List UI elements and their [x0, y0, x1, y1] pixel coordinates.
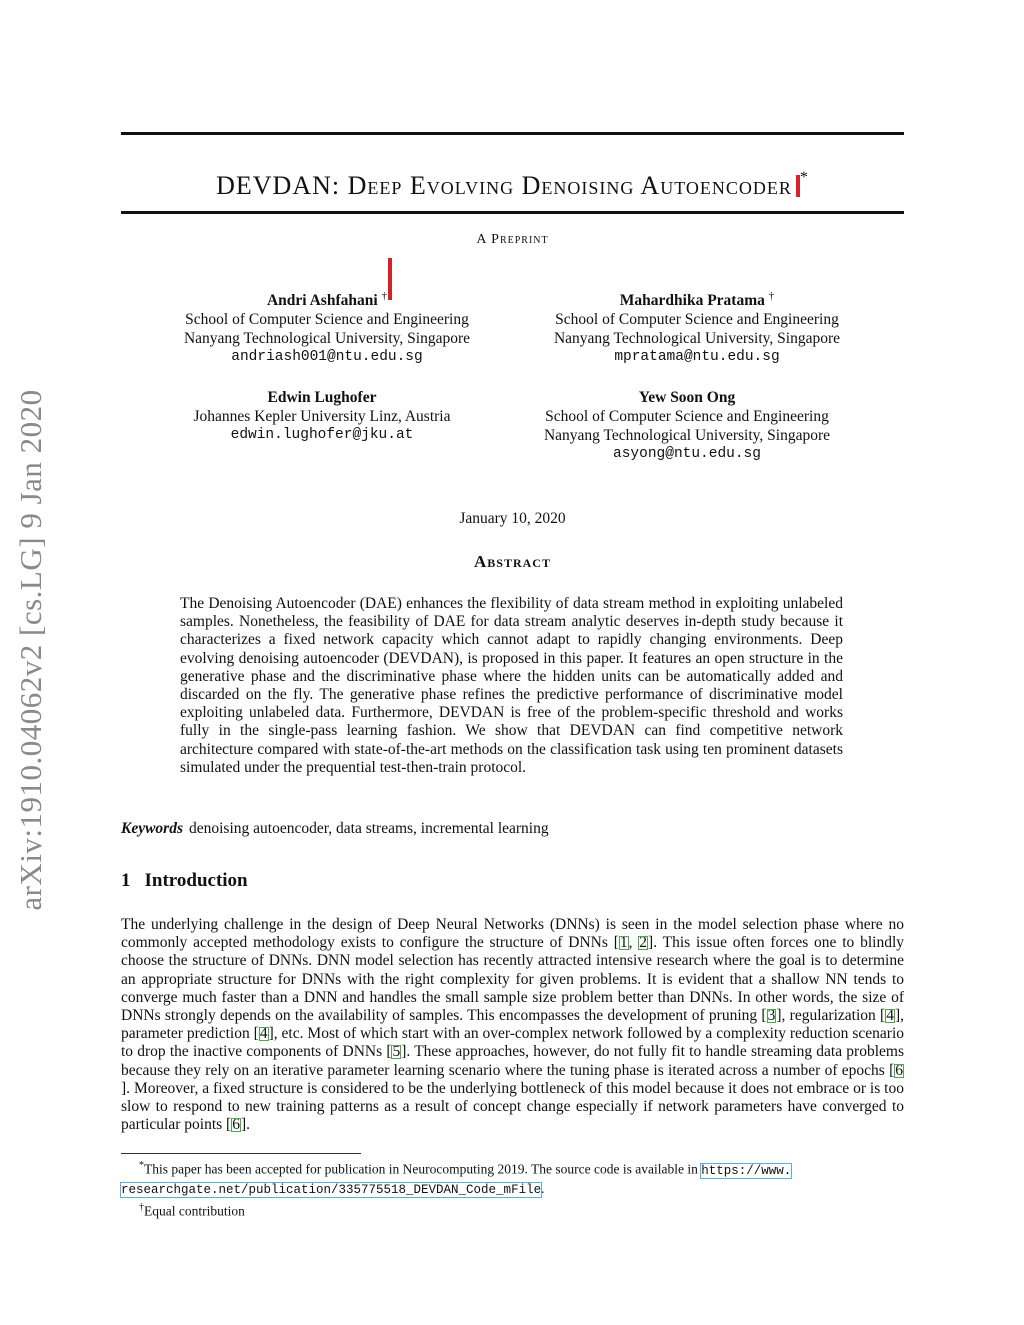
intro-text: ], etc. Most of which start with an over-complex network followed by a complexity reduction scenario to drop the inactive components of DNNs [	[121, 1025, 904, 1061]
citation-link[interactable]: 4	[886, 1007, 894, 1025]
keywords-text: denoising autoencoder, data streams, incremental learning	[189, 820, 549, 837]
footnote-text: This paper has been accepted for publication in Neurocomputing 2019. The source code is available in	[144, 1161, 702, 1177]
author-affiliation: Nanyang Technological University, Singapore	[553, 330, 841, 348]
author-block-1	[147, 287, 507, 367]
source-code-link[interactable]: https://www.	[701, 1163, 792, 1178]
author-affiliation: Johannes Kepler University Linz, Austria	[193, 408, 451, 425]
author-affiliation: School of Computer Science and Engineering	[545, 408, 829, 425]
footnote-mark: *	[139, 1160, 144, 1171]
introduction-paragraph	[121, 916, 904, 1134]
abstract-body: The Denoising Autoencoder (DAE) enhances the flexibility of data stream method in exploiting unlabeled samples. Nonetheless, the feasibility of DAE for data stream analytic deserves in-depth study because it characterizes a fixed network capacity which cannot adapt to rapidly changing environments. Deep evolving denoising autoencoder (DEVDAN), is proposed in this paper. It features an open structure in the generative phase and the discriminative phase where the hidden units can be automatically added and discarded on the fly. The generative phase refines the predictive performance of discriminative model exploiting unlabeled data. Furthermore, DEVDAN is free of the problem-specific threshold and works fully in the single-pass learning fashion. We show that DEVDAN can find competitive network architecture compared with state-of-the-art methods on the classification task using ten prominent datasets simulated under the prequential test-then-train protocol.	[180, 595, 843, 776]
intro-text: ]. This issue often forces one to blindly choose the structure of DNNs. DNN model selection has recently attracted intensive research where the goal is to determine an appropriate structure for DNNs with the right complexity for given problems. It is evident that a shallow NN tends to converge much faster than a DNN and handles the small sample size problem better than DNNs. In other words, the size of DNNs strongly depends on the availability of samples. This encompasses the development of pruning [	[121, 934, 904, 1025]
citation-link[interactable]: 5	[392, 1043, 401, 1061]
equal-contribution-mark: †	[381, 290, 388, 302]
paper-title	[121, 160, 904, 204]
section-title: Introduction	[144, 870, 248, 891]
keywords-label: Keywords	[121, 820, 183, 837]
author-block-2	[517, 287, 877, 367]
author-block-4	[507, 388, 867, 464]
intro-text: ,	[628, 934, 639, 952]
author-block-3	[142, 388, 502, 445]
author-affiliation: School of Computer Science and Engineering	[555, 311, 839, 329]
author-email[interactable]: mpratama@ntu.edu.sg	[614, 349, 780, 366]
section-heading	[121, 870, 248, 892]
author-affiliation: Nanyang Technological University, Singapore	[543, 427, 831, 444]
intro-text: ]. These approaches, however, do not fully fit to handle streaming data problems because they rely on an iterative parameter learning scenario where the tuning phase is iterated across a number of epochs [	[121, 1043, 904, 1079]
author-name: Edwin Lughofer	[267, 389, 377, 406]
title-footnote-mark[interactable]: *	[799, 169, 809, 186]
footnote-1	[121, 1157, 904, 1180]
author-email[interactable]: andriash001@ntu.edu.sg	[231, 349, 423, 366]
source-code-link-continued[interactable]: researchgate.net/publication/335775518_DEVDAN_Code_mFile	[121, 1182, 542, 1197]
abstract-heading: Abstract	[474, 552, 551, 571]
author-email[interactable]: edwin.lughofer@jku.at	[230, 427, 414, 443]
equal-contribution-mark: †	[768, 290, 775, 302]
author-affiliation: School of Computer Science and Engineering	[185, 311, 469, 329]
title-top-rule	[121, 132, 904, 135]
intro-text: ].	[240, 1116, 250, 1134]
footnote-2	[121, 1199, 904, 1220]
footnote-1-continued	[121, 1180, 904, 1199]
footnote-divider	[121, 1153, 361, 1154]
intro-text: The underlying challenge in the design of Deep Neural Networks (DNNs) is seen in the model selection phase where no commonly accepted methodology exists to configure the structure of DNNs [	[121, 916, 904, 952]
footnote-mark: †	[139, 1201, 144, 1213]
arxiv-identifier-stamp: arXiv:1910.04062v2 [cs.LG] 9 Jan 2020	[13, 389, 48, 911]
intro-text: ], parameter prediction [	[121, 1007, 904, 1043]
intro-text: ]. Moreover, a fixed structure is considered to be the underlying bottleneck of this model because it does not embrace or is too slow to respond to new training patterns as a result of concept change especially if network parameters have converged to particular points [	[121, 1079, 904, 1134]
citation-link[interactable]: 6	[895, 1061, 903, 1079]
author-affiliation: Nanyang Technological University, Singapore	[183, 330, 471, 348]
footnote-text: Equal contribution	[144, 1203, 245, 1218]
paper-title-text: DEVDAN: Deep Evolving Denoising Autoencoder	[216, 171, 792, 200]
footnote-text: .	[541, 1180, 545, 1196]
citation-link[interactable]: 1	[619, 934, 628, 952]
citation-link[interactable]: 3	[767, 1007, 776, 1025]
author-name: Mahardhika Pratama †	[619, 290, 775, 310]
author-email[interactable]: asyong@ntu.edu.sg	[613, 446, 761, 462]
citation-link[interactable]: 4	[259, 1025, 268, 1043]
footnotes	[121, 1157, 904, 1219]
intro-text: ], regularization [	[776, 1007, 886, 1025]
keywords-line	[121, 820, 549, 838]
author-name: Yew Soon Ong	[638, 389, 736, 406]
publication-date: January 10, 2020	[459, 510, 566, 527]
section-number: 1	[121, 870, 131, 891]
preprint-label: A Preprint	[476, 232, 549, 247]
author-name: Andri Ashfahani †	[266, 290, 388, 310]
citation-link[interactable]: 2	[639, 934, 648, 952]
citation-link[interactable]: 6	[232, 1116, 240, 1134]
title-bottom-rule	[121, 211, 904, 214]
